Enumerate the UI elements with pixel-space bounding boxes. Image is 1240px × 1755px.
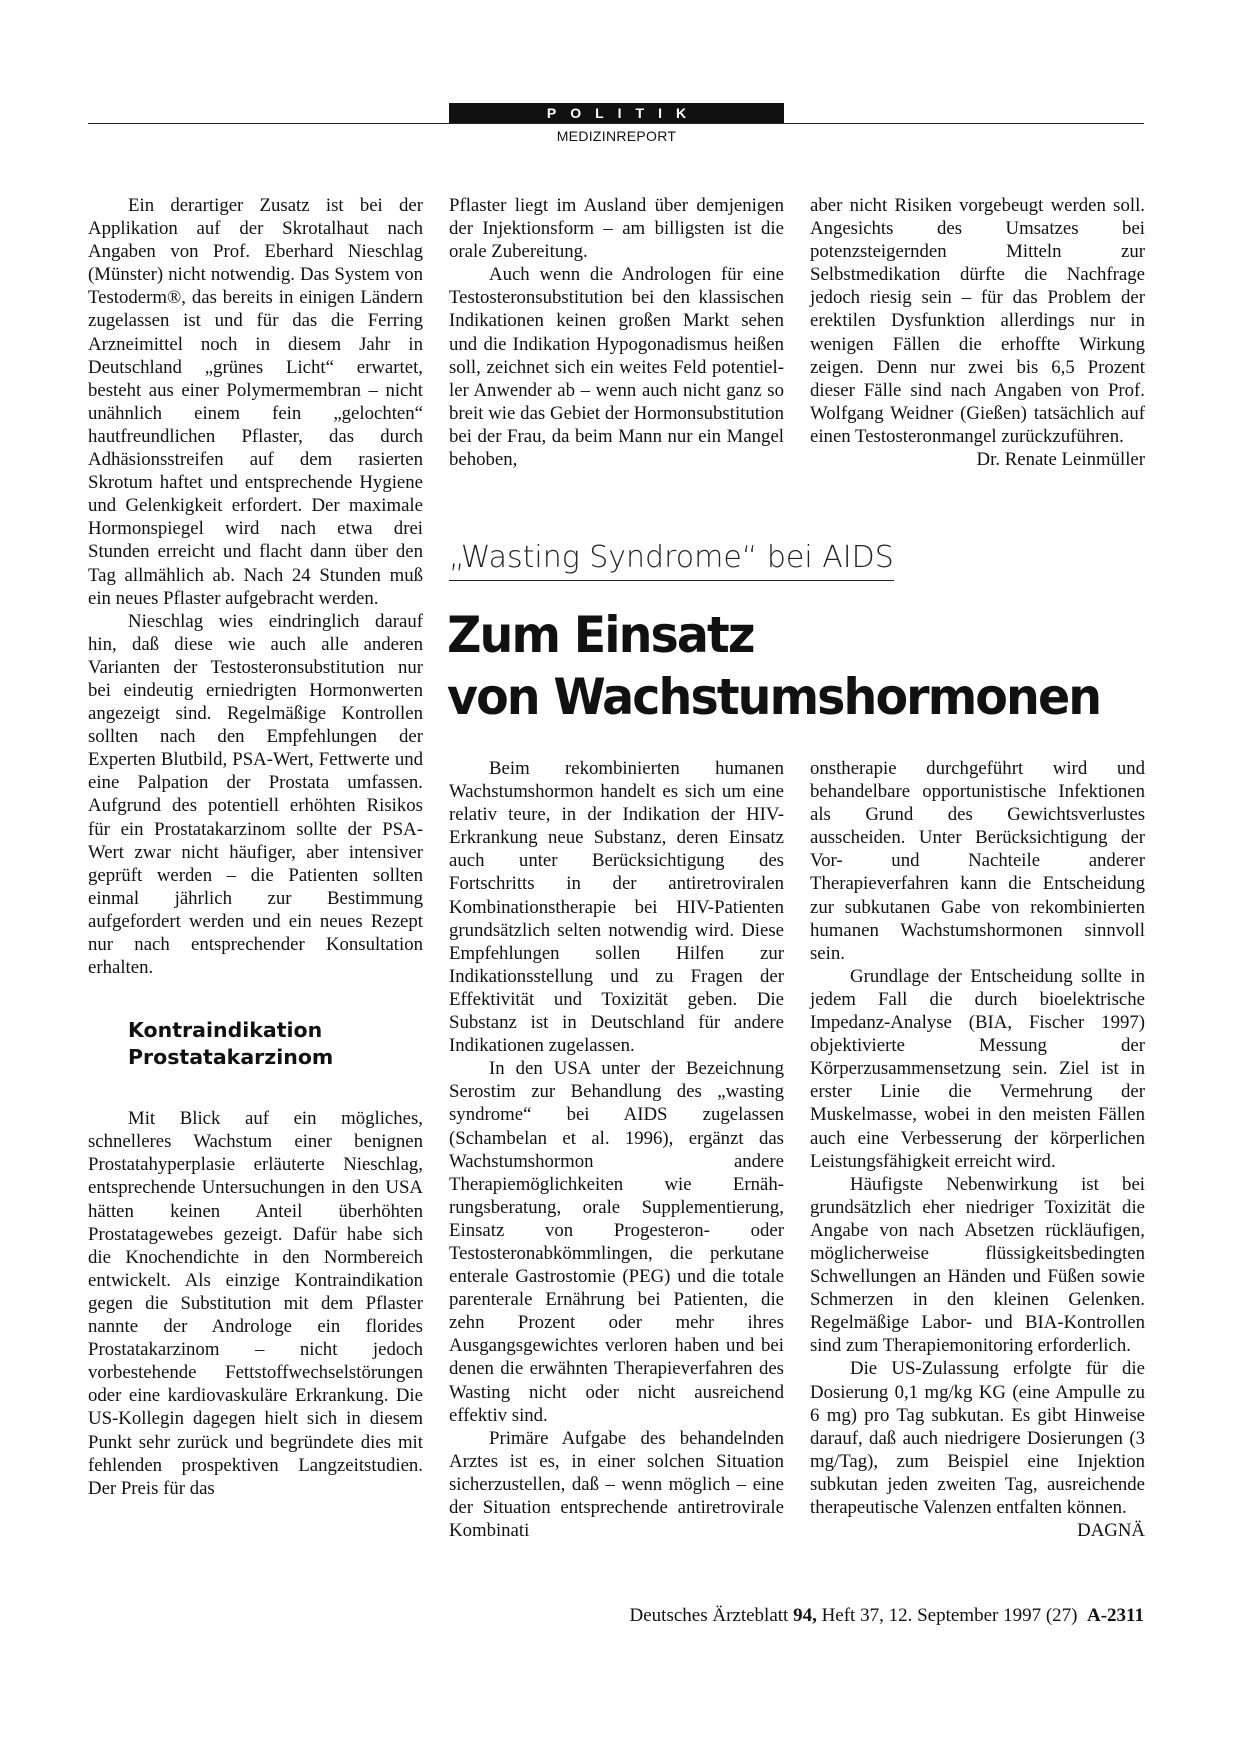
article-kicker: „Wasting Syndrome“ bei AIDS	[449, 538, 894, 581]
headline-line: von Wachstumshormonen	[447, 668, 1101, 726]
paragraph	[810, 194, 1145, 471]
right-column-top	[810, 194, 1145, 471]
paragraph-text: aber nicht Risiken vorgebeugt werden soll. Angesichts des Umsatzes bei potenzsteigernden Mitteln zur Selbstmedikation dürfte die Nachfrage jedoch riesig sein – für das Problem der erektilen Dysfunktion allerdings nur in wenigen Fällen die erhoffte Wirkung zeigen. Denn nur zwei bis 6,5 Prozent dieser Fälle sind nach Angaben von Prof. Wolfgang Weidner (Gießen) tatsächlich auf einen Testosteronmangel zurückzuführen.	[810, 195, 1145, 447]
subheading-line: Prostatakarzinom	[128, 1045, 334, 1070]
paragraph	[810, 1357, 1145, 1542]
paragraph: Auch wenn die Andrologen für eine Testosteronsubstitution bei den klassischen Indikationen keinen großen Markt sehen und die Indikation Hypogonadismus heißen soll, zeichnet sich ein weites Feld potentieller Anwender ab – wenn auch nicht ganz so breit wie das Gebiet der Hormonsubstitution bei der Frau, da beim Mann nur ein Mangel behoben,	[449, 264, 784, 471]
paragraph: Beim rekombinierten humanen Wachstumshormon handelt es sich um eine relativ teure, in der Indikation der HIV-Erkrankung neue Substanz, deren Einsatz auch unter Berücksichtigung des Fortschritts in der antiretroviralen Kombinationstherapie bei HIV-Patienten grundsätzlich selten notwendig wird. Diese Empfehlungen sollen Hilfen zur Indikationsstellung und zu Fragen der Effektivität und Toxizität geben. Die Substanz ist in Deutschland für andere Indikationen zugelassen.	[449, 758, 784, 1057]
header-rule	[88, 123, 1144, 124]
paragraph: Primäre Aufgabe des behandelnden Arztes ist es, in einer solchen Situation sicherzustellen, daß – wenn möglich – eine der Situation entsprechende antiretrovirale Kombinati	[449, 1427, 784, 1542]
paragraph: Häufigste Nebenwirkung ist bei grundsätzlich eher niedriger Toxizität die Angabe von nach Absetzen rückläufigen, möglicherweise flüssigkeitsbedingten Schwellungen an Händen und Füßen sowie Schmerzen in den kleinen Gelenken. Regelmäßige Labor- und BIA-Kontrollen sind zum Therapiemonitoring erforderlich.	[810, 1173, 1145, 1357]
subheading-line: Kontraindikation	[128, 1018, 323, 1043]
paragraph: Pflaster liegt im Ausland über demjenigen der Injektionsform – am billigsten ist die orale Zubereitung.	[449, 195, 784, 263]
paragraph: Ein derartiger Zusatz ist bei der Applikation auf der Skrotalhaut nach Angaben von Prof. Eberhard Nieschlag (Münster) nicht notwendig. Das System von Testoderm®, das bereits in einigen Ländern zugelassen ist und für das die Ferring Arzneimittel noch in diesem Jahr in Deutschland „grünes Licht“ erwartet, besteht aus einer Polymermembran – nicht unähnlich einem fein „gelochten“ hautfreundlichen Pflaster, das durch Adhäsionsstreifen auf dem rasierten Skrotum haftet und entsprechende Hygiene und Gelenkigkeit erfordert. Der maximale Hormonspiegel wird nach etwa drei Stunden erreicht und flacht dann über den Tag allmählich ab. Nach 24 Stunden muß ein neues Pflaster aufgebracht werden.	[88, 195, 423, 609]
volume-number: 94,	[793, 1605, 817, 1626]
author-signature: DAGNÄ	[1077, 1520, 1145, 1542]
paragraph: Grundlage der Entscheidung sollte in jedem Fall die durch bioelektrische Impedanz-Analyse (BIA, Fischer 1997) objektivierte Messung der Körperzusammensetzung sein. Ziel ist in erster Linie die Vermehrung der Muskelmasse, wobei in den meisten Fällen auch eine Verbesserung der körperlichen Leistungsfähigkeit erreicht wird.	[810, 965, 1145, 1172]
paragraph: Nieschlag wies eindringlich darauf hin, daß diese wie auch alle anderen Varianten der Testosteronsubstitution nur bei eindeutig erniedrigten Hormonwerten angezeigt sind. Regelmäßige Kontrollen sollten nach den Empfehlungen der Experten Blutbild, PSA-Wert, Fettwerte und eine Palpation der Prostata umfassen. Aufgrund des potentiell erhöhten Risikos für ein Prostatakarzinom sollte der PSA-Wert zwar nicht häufiger, aber intensiver geprüft werden – die Patienten sollten einmal jährlich zur Bestimmung aufgefordert werden und ein neues Rezept nur nach entsprechender Konsultation erhalten.	[88, 610, 423, 979]
paragraph: onstherapie durchgeführt wird und behandelbare opportunistische Infektionen als Grund des Gewichtsverlustes ausscheiden. Unter Berücksichtigung der Vor- und Nachteile anderer Therapieverfahren kann die Entscheidung zur subkutanen Gabe von rekombinierten humanen Wachstumshormonen sinnvoll sein.	[810, 758, 1145, 964]
middle-column-top	[449, 194, 784, 471]
issue-info: Heft 37, 12. September 1997 (27)	[821, 1605, 1078, 1626]
paragraph: Mit Blick auf ein mögliches, schnelleres Wachstum einer benignen Prostatahyperplasie erläuterte Nieschlag, entsprechende Untersuchungen in den USA hätten keinen Anteil überhöhten Prostatagewebes gezeigt. Dafür habe sich die Knochendichte in den Normbereich entwickelt. Als einzige Kontraindikation gegen die Substitution mit dem Pflaster nannte der Androloge ein florides Prostatakarzinom – nicht jedoch vorbestehende Fettstoffwechselstörungen oder eine kardiovaskuläre Erkrankung. Die US-Kollegin dagegen hielt sich in diesem Punkt sehr zurück und begründete dies mit fehlenden prospektiven Langzeitstudien. Der Preis für das	[88, 1108, 423, 1499]
journal-name: Deutsches Ärzteblatt	[629, 1605, 789, 1626]
section-label: POLITIK	[449, 103, 784, 123]
subsection-label: MEDIZINREPORT	[556, 128, 677, 144]
left-column	[88, 194, 423, 1500]
article-headline	[447, 604, 1112, 728]
middle-column-bottom	[449, 757, 784, 1542]
headline-line: Zum Einsatz	[447, 606, 754, 664]
author-signature: Dr. Renate Leinmüller	[976, 449, 1145, 471]
section-subheading	[128, 1017, 423, 1071]
page-footer	[630, 1605, 1144, 1627]
right-column-bottom	[810, 757, 1145, 1542]
paragraph: In den USA unter der Bezeichnung Serostim zur Behandlung des „wasting syndrome“ bei AIDS zugelassen (Schambelan et al. 1996), ergänzt das Wachstumshormon andere Therapiemöglichkeiten wie Ernährungsberatung, orale Supplementierung, Einsatz von Progesteron- oder Testosteronabkömmlingen, die perkutane enterale Gastrostomie (PEG) und die totale parenterale Ernährung bei Patienten, die zehn Prozent oder mehr ihres Ausgangsgewichtes verloren haben und bei denen die erwähnten Therapieverfahren des Wasting nicht oder nicht ausreichend effektiv sind.	[449, 1058, 784, 1426]
page-number: A-2311	[1087, 1605, 1144, 1626]
paragraph-text: Die US-Zulassung erfolgte für die Dosierung 0,1 mg/kg KG (eine Ampulle zu 6 mg) pro Tag subkutan. Es gibt Hinweise darauf, daß auch niedrigere Dosierungen (3 mg/Tag), zum Beispiel eine Injektion subkutan jeden zweiten Tag, ausreichende therapeutische Valenzen entfalten können.	[810, 1358, 1145, 1518]
